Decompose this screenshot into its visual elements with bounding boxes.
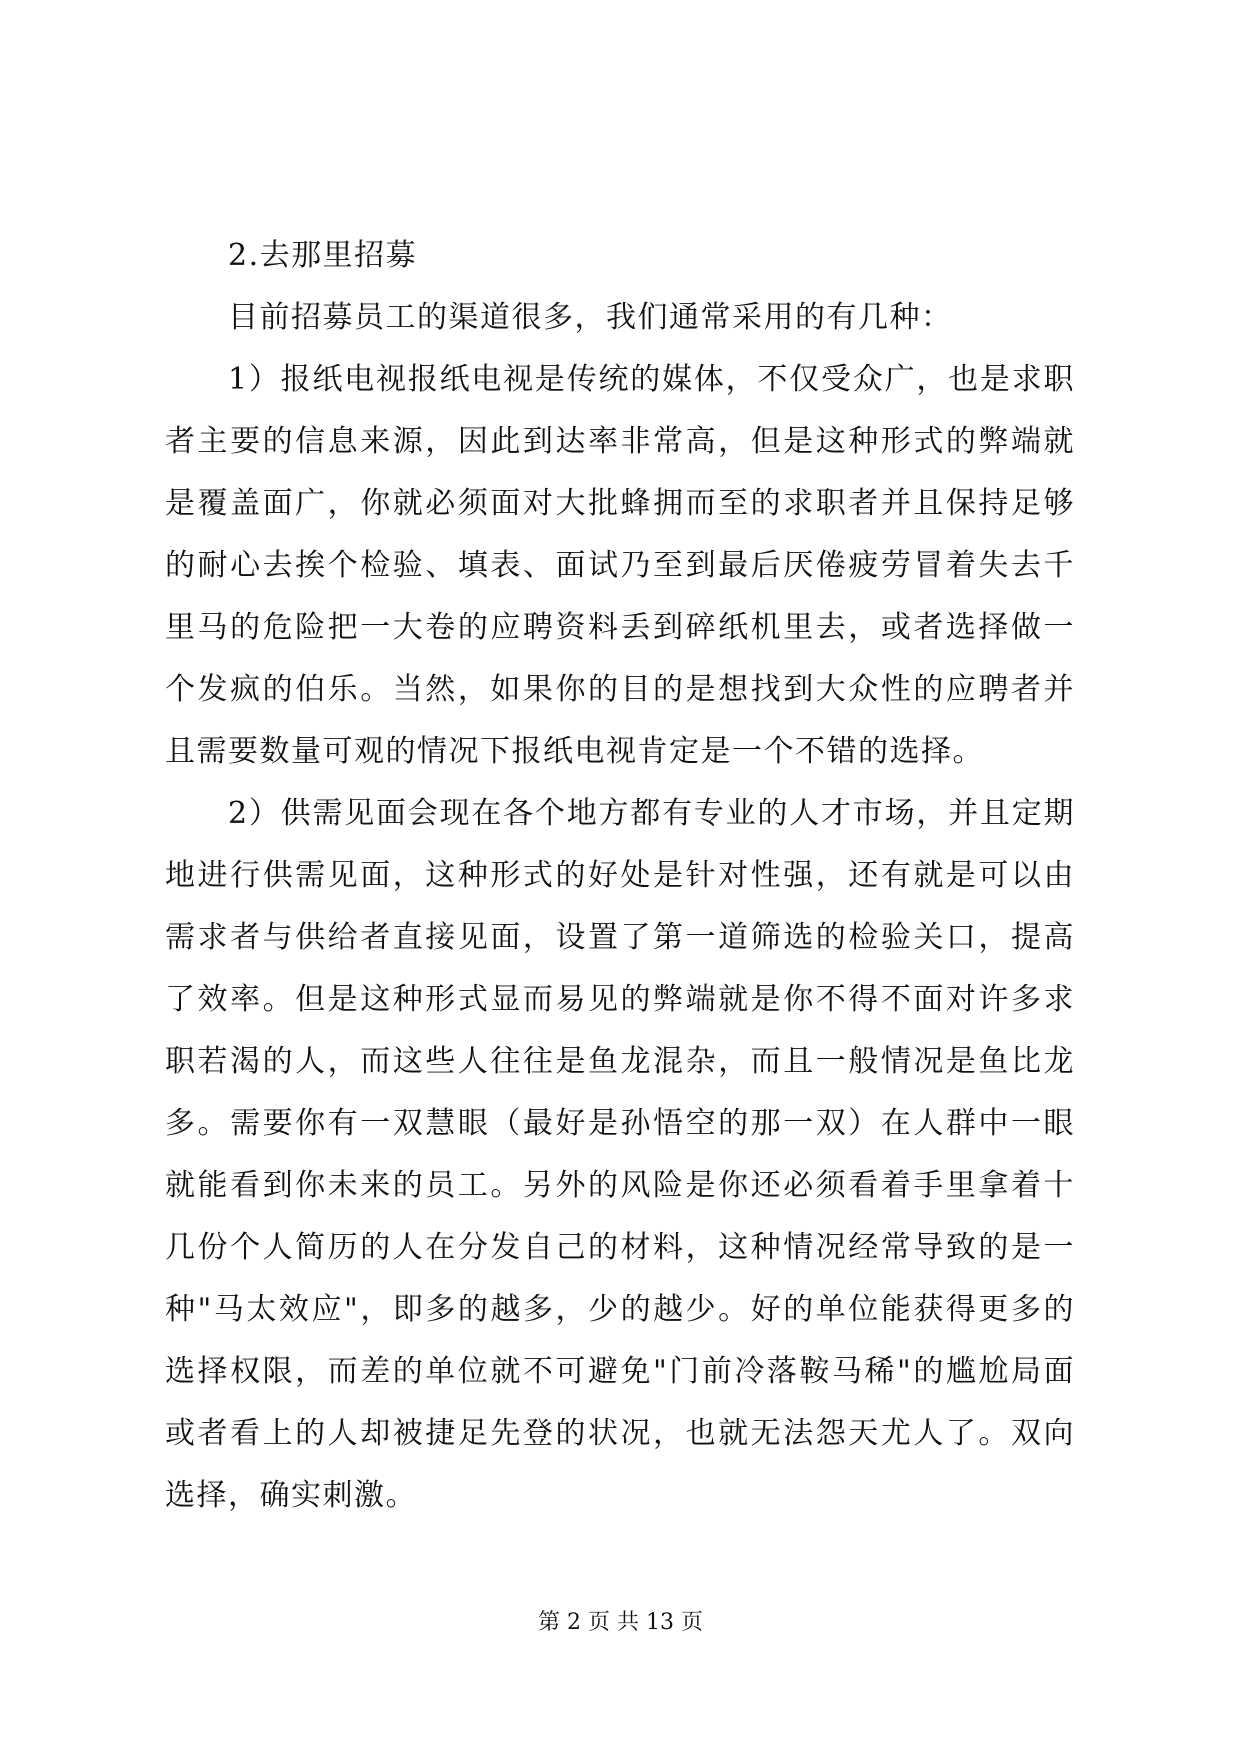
page-footer: 第 2 页 共 13 页 <box>538 1610 703 1635</box>
document-body <box>165 225 1075 1527</box>
intro-paragraph: 目前招募员工的渠道很多，我们通常采用的有几种： <box>228 300 953 335</box>
paragraph-job-fair: 2）供需见面会现在各个地方都有专业的人才市场，并且定期地进行供需见面，这种形式的好处是针对性强，还有就是可以由需求者与供给者直接见面，设置了第一道筛选的检验关口，提高了效率。但是这种形式显而易见的弊端就是你不得不面对许多求职若渴的人，而这些人往往是鱼龙混杂，而且一般情况是鱼比龙多。需要你有一双慧眼（最好是孙悟空的那一双）在人群中一眼就能看到你未来的员工。另外的风险是你还必须看着手里拿着十几份个人简历的人在分发自己的材料，这种情况经常导致的是一种"马太效应"，即多的越多，少的越少。好的单位能获得更多的选择权限，而差的单位就不可避免"门前冷落鞍马稀"的尴尬局面或者看上的人却被捷足先登的状况，也就无法怨天尤人了。双向选择，确实刺激。 <box>165 796 1075 1513</box>
section-heading: 2.去那里招募 <box>228 238 418 273</box>
paragraph-newspaper-tv: 1）报纸电视报纸电视是传统的媒体，不仅受众广，也是求职者主要的信息来源，因此到达率非常高，但是这种形式的弊端就是覆盖面广，你就必须面对大批蜂拥而至的求职者并且保持足够的耐心去挨个检验、填表、面试乃至到最后厌倦疲劳冒着失去千里马的危险把一大卷的应聘资料丢到碎纸机里去，或者选择做一个发疯的伯乐。当然，如果你的目的是想找到大众性的应聘者并且需要数量可观的情况下报纸电视肯定是一个不错的选择。 <box>165 362 1075 769</box>
